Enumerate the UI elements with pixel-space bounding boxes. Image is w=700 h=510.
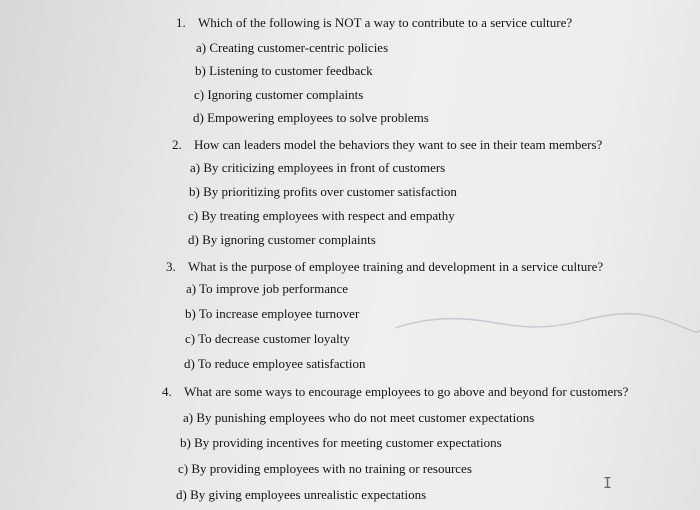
pen-scribble (395, 310, 700, 340)
question-4-text: What are some ways to encourage employees to go above and beyond for customers? (184, 384, 629, 399)
question-3 (166, 259, 603, 275)
question-4-option-c: c) By providing employees with no training or resources (178, 461, 472, 476)
question-2-option-d: d) By ignoring customer complaints (188, 232, 376, 247)
question-2-option-b: b) By prioritizing profits over customer satisfaction (189, 184, 457, 199)
question-3-option-c: c) To decrease customer loyalty (185, 331, 350, 346)
question-3-option-a: a) To improve job performance (186, 281, 349, 296)
question-4-option-b: b) By providing incentives for meeting customer expectations (180, 435, 502, 450)
question-4-option-d: d) By giving employees unrealistic expectations (176, 487, 427, 502)
text-cursor-icon: I (603, 474, 613, 492)
question-3-text: What is the purpose of employee training and development in a service culture? (188, 259, 604, 274)
question-2-number: 2. (172, 137, 182, 152)
question-2-text: How can leaders model the behaviors they want to see in their team members? (194, 137, 603, 152)
question-1-text: Which of the following is NOT a way to contribute to a service culture? (198, 15, 573, 30)
question-2-option-c: c) By treating employees with respect and empathy (188, 208, 455, 223)
question-2-option-a: a) By criticizing employees in front of customers (190, 160, 446, 175)
question-1-option-b: b) Listening to customer feedback (195, 63, 373, 78)
question-4-number: 4. (162, 384, 172, 399)
question-4-option-a: a) By punishing employees who do not meet customer expectations (183, 410, 535, 425)
question-1-number: 1. (176, 15, 186, 30)
question-1 (176, 15, 572, 31)
question-3-option-d: d) To reduce employee satisfaction (184, 356, 366, 371)
question-3-option-b: b) To increase employee turnover (185, 306, 360, 321)
question-1-option-c: c) Ignoring customer complaints (194, 87, 364, 102)
question-3-number: 3. (166, 259, 176, 274)
question-4 (162, 384, 628, 400)
question-1-option-d: d) Empowering employees to solve problems (193, 110, 429, 125)
question-2 (172, 137, 602, 153)
question-1-option-a: a) Creating customer-centric policies (196, 40, 389, 55)
